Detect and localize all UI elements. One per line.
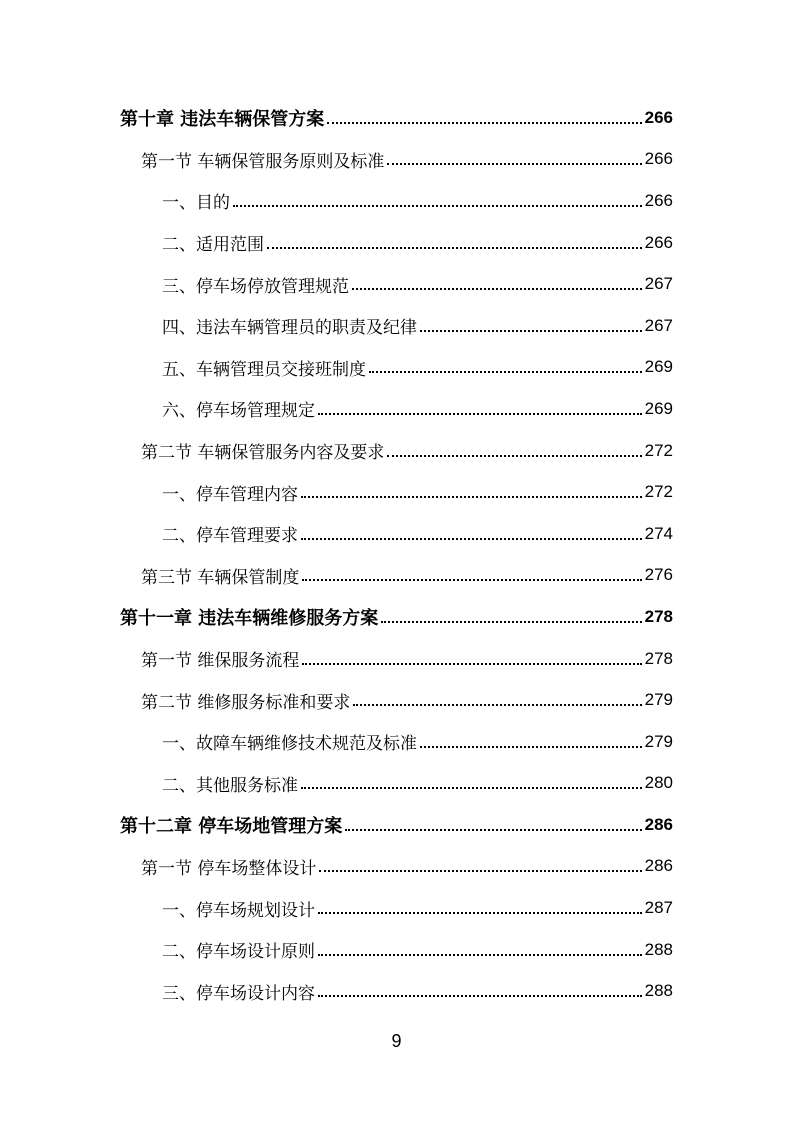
- toc-entry-page: 278: [644, 648, 673, 668]
- toc-entry[interactable]: [162, 929, 673, 971]
- toc-entry-page: 286: [644, 814, 673, 834]
- toc-entry-label: 一、停车场规划设计: [162, 900, 315, 921]
- dot-leader: [302, 579, 641, 581]
- toc-entry[interactable]: [120, 804, 673, 846]
- table-of-contents: [0, 97, 793, 1012]
- toc-entry-label: 三、停车场停放管理规范: [162, 276, 349, 297]
- toc-entry[interactable]: [162, 471, 673, 513]
- dot-leader: [301, 496, 642, 498]
- toc-entry[interactable]: [162, 887, 673, 929]
- dot-leader: [233, 205, 642, 207]
- dot-leader: [302, 663, 641, 665]
- toc-entry-label: 第十章 违法车辆保管方案: [120, 108, 325, 130]
- toc-entry[interactable]: [162, 347, 673, 389]
- toc-entry-label: 一、目的: [162, 193, 230, 214]
- toc-entry-page: 287: [644, 898, 673, 918]
- toc-entry-label: 第一节 停车场整体设计: [141, 858, 317, 879]
- toc-entry-page: 274: [644, 523, 673, 543]
- toc-entry-page: 266: [644, 190, 673, 210]
- toc-entry-page: 279: [644, 731, 673, 751]
- dot-leader: [319, 870, 641, 872]
- toc-entry-label: 第二节 维修服务标准和要求: [141, 692, 351, 713]
- dot-leader: [318, 954, 642, 956]
- toc-entry-page: 266: [644, 107, 673, 127]
- toc-entry-label: 二、适用范围: [162, 235, 264, 256]
- toc-entry-page: 280: [644, 773, 673, 793]
- toc-entry-page: 266: [644, 232, 673, 252]
- dot-leader: [387, 455, 641, 457]
- dot-leader: [420, 330, 642, 332]
- toc-entry[interactable]: [141, 846, 673, 888]
- toc-entry-page: 272: [644, 440, 673, 460]
- toc-entry-label: 二、停车管理要求: [162, 526, 298, 547]
- toc-entry-label: 第一节 车辆保管服务原则及标准: [141, 151, 385, 172]
- toc-entry-page: 278: [644, 606, 673, 626]
- toc-entry-label: 第二节 车辆保管服务内容及要求: [141, 443, 385, 464]
- toc-entry[interactable]: [162, 222, 673, 264]
- toc-entry-page: 267: [644, 274, 673, 294]
- toc-entry-label: 三、停车场设计内容: [162, 983, 315, 1004]
- toc-entry-label: 一、故障车辆维修技术规范及标准: [162, 734, 417, 755]
- dot-leader: [267, 247, 642, 249]
- dot-leader: [387, 163, 641, 165]
- toc-entry-label: 第十二章 停车场地管理方案: [120, 815, 343, 837]
- toc-entry[interactable]: [141, 430, 673, 472]
- dot-leader: [420, 746, 642, 748]
- toc-entry[interactable]: [120, 596, 673, 638]
- toc-entry[interactable]: [162, 970, 673, 1012]
- toc-entry[interactable]: [162, 763, 673, 805]
- dot-leader: [301, 787, 642, 789]
- toc-entry-page: 279: [644, 690, 673, 710]
- toc-entry[interactable]: [141, 139, 673, 181]
- dot-leader: [318, 912, 642, 914]
- dot-leader: [318, 413, 642, 415]
- toc-entry-page: 266: [644, 149, 673, 169]
- toc-entry[interactable]: [162, 388, 673, 430]
- dot-leader: [353, 704, 641, 706]
- toc-entry-page: 288: [644, 939, 673, 959]
- toc-entry-page: 276: [644, 565, 673, 585]
- toc-entry-label: 第三节 车辆保管制度: [141, 567, 300, 588]
- toc-entry-page: 269: [644, 398, 673, 418]
- toc-entry-page: 269: [644, 357, 673, 377]
- toc-entry-label: 四、违法车辆管理员的职责及纪律: [162, 318, 417, 339]
- dot-leader: [327, 122, 641, 124]
- toc-entry-label: 五、车辆管理员交接班制度: [162, 359, 366, 380]
- toc-entry[interactable]: [162, 180, 673, 222]
- toc-entry-label: 第十一章 违法车辆维修服务方案: [120, 607, 379, 629]
- toc-entry-label: 第一节 维保服务流程: [141, 651, 300, 672]
- page-number: 9: [391, 1031, 402, 1051]
- dot-leader: [369, 371, 642, 373]
- dot-leader: [381, 621, 641, 623]
- toc-entry[interactable]: [141, 679, 673, 721]
- toc-entry[interactable]: [162, 263, 673, 305]
- toc-entry-label: 二、其他服务标准: [162, 775, 298, 796]
- toc-entry[interactable]: [162, 305, 673, 347]
- dot-leader: [345, 829, 641, 831]
- toc-entry-label: 六、停车场管理规定: [162, 401, 315, 422]
- toc-entry-page: 288: [644, 981, 673, 1001]
- dot-leader: [318, 995, 642, 997]
- dot-leader: [352, 288, 642, 290]
- dot-leader: [301, 538, 642, 540]
- toc-entry[interactable]: [162, 513, 673, 555]
- toc-entry-page: 272: [644, 482, 673, 502]
- toc-entry[interactable]: [162, 721, 673, 763]
- toc-entry-page: 286: [644, 856, 673, 876]
- toc-entry[interactable]: [120, 97, 673, 139]
- toc-entry[interactable]: [141, 638, 673, 680]
- toc-entry-label: 一、停车管理内容: [162, 484, 298, 505]
- toc-entry[interactable]: [141, 555, 673, 597]
- toc-entry-label: 二、停车场设计原则: [162, 942, 315, 963]
- toc-entry-page: 267: [644, 315, 673, 335]
